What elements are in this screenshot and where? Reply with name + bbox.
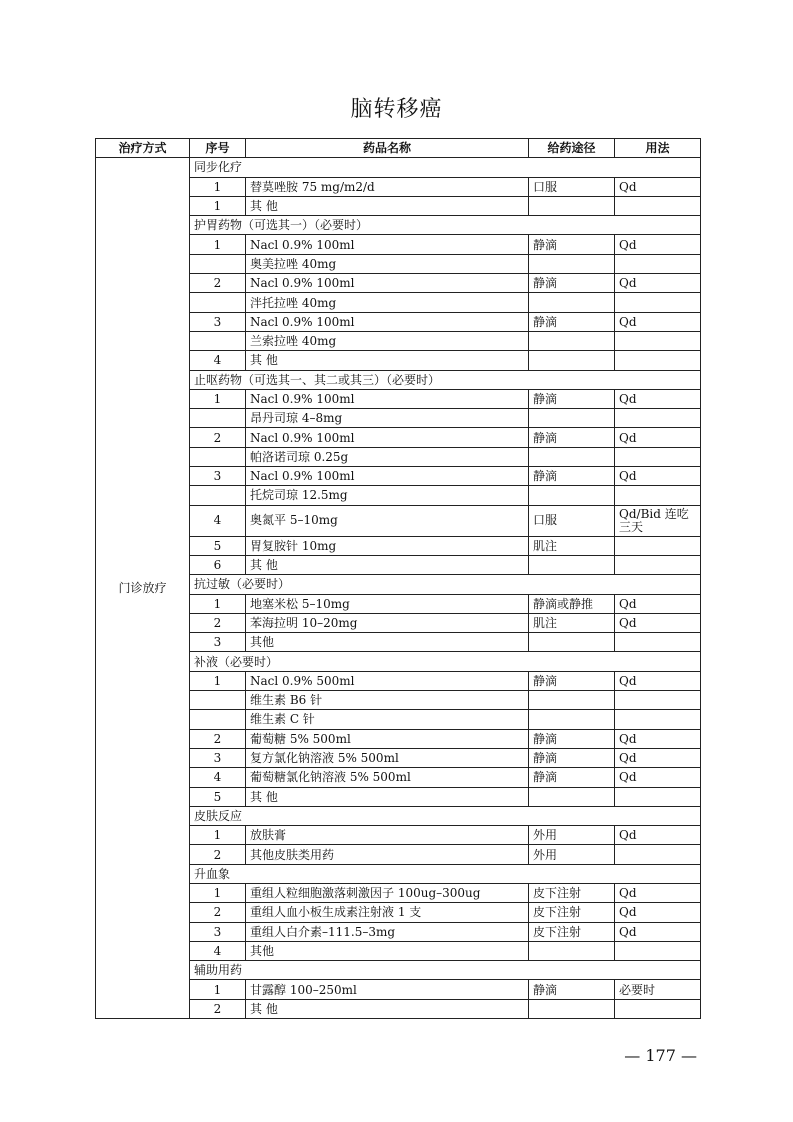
usage-cell — [615, 941, 701, 960]
route-cell: 口服 — [529, 177, 615, 196]
seq-cell — [190, 293, 246, 312]
header-drug-name: 药品名称 — [246, 139, 529, 158]
drug-name-cell: 托烷司琼 12.5mg — [246, 486, 529, 505]
usage-cell: Qd/Bid 连吃三天 — [615, 505, 701, 536]
seq-cell: 2 — [190, 428, 246, 447]
seq-cell: 2 — [190, 613, 246, 632]
seq-cell: 3 — [190, 312, 246, 331]
route-cell — [529, 941, 615, 960]
seq-cell: 4 — [190, 351, 246, 370]
drug-name-cell: 泮托拉唑 40mg — [246, 293, 529, 312]
route-cell — [529, 331, 615, 350]
usage-cell: Qd — [615, 177, 701, 196]
usage-cell — [615, 536, 701, 555]
header-usage: 用法 — [615, 139, 701, 158]
drug-name-cell: 重组人血小板生成素注射液 1 支 — [246, 903, 529, 922]
route-cell: 静滴 — [529, 748, 615, 767]
route-cell — [529, 999, 615, 1018]
drug-name-cell: 甘露醇 100–250ml — [246, 980, 529, 999]
route-cell: 静滴或静推 — [529, 594, 615, 613]
route-cell: 静滴 — [529, 980, 615, 999]
drug-name-cell: 苯海拉明 10–20mg — [246, 613, 529, 632]
category-label: 护胃药物（可选其一）（必要时） — [190, 216, 701, 235]
route-cell: 静滴 — [529, 428, 615, 447]
seq-cell — [190, 447, 246, 466]
drug-name-cell: Nacl 0.9% 100ml — [246, 428, 529, 447]
drug-table — [95, 138, 701, 1019]
seq-cell: 2 — [190, 274, 246, 293]
usage-cell — [615, 555, 701, 574]
page-title: 脑转移癌 — [350, 97, 443, 122]
usage-cell: 必要时 — [615, 980, 701, 999]
category-label: 同步化疗 — [190, 158, 701, 177]
route-cell — [529, 633, 615, 652]
page-number: — 177 — — [624, 1046, 697, 1065]
route-cell — [529, 691, 615, 710]
category-label: 皮肤反应 — [190, 806, 701, 825]
route-cell: 静滴 — [529, 671, 615, 690]
route-cell: 外用 — [529, 845, 615, 864]
route-cell — [529, 351, 615, 370]
drug-name-cell: 其 他 — [246, 787, 529, 806]
category-label: 止呕药物（可选其一、其二或其三）（必要时） — [190, 370, 701, 389]
drug-name-cell: 地塞米松 5–10mg — [246, 594, 529, 613]
route-cell: 外用 — [529, 826, 615, 845]
seq-cell: 3 — [190, 922, 246, 941]
drug-name-cell: 其 他 — [246, 555, 529, 574]
usage-cell — [615, 351, 701, 370]
drug-name-cell: 放肤膏 — [246, 826, 529, 845]
usage-cell — [615, 447, 701, 466]
seq-cell: 4 — [190, 941, 246, 960]
usage-cell: Qd — [615, 428, 701, 447]
drug-name-cell: 其他 — [246, 941, 529, 960]
usage-cell: Qd — [615, 274, 701, 293]
header-treatment-mode: 治疗方式 — [96, 139, 190, 158]
usage-cell: Qd — [615, 671, 701, 690]
seq-cell: 1 — [190, 980, 246, 999]
seq-cell: 1 — [190, 883, 246, 902]
category-label: 升血象 — [190, 864, 701, 883]
usage-cell — [615, 845, 701, 864]
drug-name-cell: Nacl 0.9% 100ml — [246, 312, 529, 331]
usage-cell: Qd — [615, 922, 701, 941]
usage-cell — [615, 254, 701, 273]
drug-name-cell: 其 他 — [246, 999, 529, 1018]
drug-name-cell: 昂丹司琼 4–8mg — [246, 409, 529, 428]
usage-cell: Qd — [615, 389, 701, 408]
usage-cell — [615, 293, 701, 312]
route-cell: 静滴 — [529, 467, 615, 486]
drug-name-cell: 复方氯化钠溶液 5% 500ml — [246, 748, 529, 767]
category-label: 抗过敏（必要时） — [190, 575, 701, 594]
usage-cell — [615, 196, 701, 215]
usage-cell — [615, 787, 701, 806]
route-cell — [529, 447, 615, 466]
route-cell — [529, 710, 615, 729]
route-cell: 静滴 — [529, 274, 615, 293]
seq-cell: 5 — [190, 536, 246, 555]
seq-cell — [190, 409, 246, 428]
header-seq: 序号 — [190, 139, 246, 158]
drug-name-cell: 兰索拉唑 40mg — [246, 331, 529, 350]
route-cell: 肌注 — [529, 536, 615, 555]
seq-cell: 4 — [190, 768, 246, 787]
header-route: 给药途径 — [529, 139, 615, 158]
category-label: 补液（必要时） — [190, 652, 701, 671]
drug-name-cell: 重组人白介素–111.5–3mg — [246, 922, 529, 941]
seq-cell: 3 — [190, 748, 246, 767]
drug-name-cell: Nacl 0.9% 100ml — [246, 235, 529, 254]
drug-name-cell: Nacl 0.9% 100ml — [246, 389, 529, 408]
route-cell — [529, 787, 615, 806]
seq-cell: 1 — [190, 594, 246, 613]
seq-cell: 3 — [190, 633, 246, 652]
drug-name-cell: 维生素 C 针 — [246, 710, 529, 729]
route-cell — [529, 486, 615, 505]
drug-name-cell: 其他 — [246, 633, 529, 652]
usage-cell: Qd — [615, 613, 701, 632]
drug-name-cell: 奥氮平 5–10mg — [246, 505, 529, 536]
seq-cell: 2 — [190, 729, 246, 748]
route-cell: 静滴 — [529, 312, 615, 331]
usage-cell: Qd — [615, 768, 701, 787]
seq-cell: 2 — [190, 845, 246, 864]
drug-name-cell: 葡萄糖 5% 500ml — [246, 729, 529, 748]
route-cell — [529, 409, 615, 428]
category-label: 辅助用药 — [190, 961, 701, 980]
table-body — [96, 158, 701, 1019]
seq-cell — [190, 331, 246, 350]
drug-name-cell: Nacl 0.9% 100ml — [246, 467, 529, 486]
drug-name-cell: 葡萄糖氯化钠溶液 5% 500ml — [246, 768, 529, 787]
drug-name-cell: 奥美拉唑 40mg — [246, 254, 529, 273]
route-cell: 皮下注射 — [529, 903, 615, 922]
route-cell: 口服 — [529, 505, 615, 536]
drug-name-cell: 重组人粒细胞激落刺激因子 100ug–300ug — [246, 883, 529, 902]
usage-cell: Qd — [615, 235, 701, 254]
route-cell: 皮下注射 — [529, 883, 615, 902]
seq-cell — [190, 710, 246, 729]
seq-cell: 1 — [190, 196, 246, 215]
usage-cell: Qd — [615, 748, 701, 767]
seq-cell: 4 — [190, 505, 246, 536]
seq-cell: 3 — [190, 467, 246, 486]
drug-name-cell: Nacl 0.9% 100ml — [246, 274, 529, 293]
drug-name-cell: 维生素 B6 针 — [246, 691, 529, 710]
drug-name-cell: Nacl 0.9% 500ml — [246, 671, 529, 690]
category-row — [96, 158, 701, 177]
route-cell — [529, 196, 615, 215]
usage-cell: Qd — [615, 594, 701, 613]
route-cell: 静滴 — [529, 235, 615, 254]
seq-cell: 1 — [190, 389, 246, 408]
route-cell — [529, 555, 615, 574]
usage-cell: Qd — [615, 883, 701, 902]
route-cell: 静滴 — [529, 768, 615, 787]
usage-cell — [615, 331, 701, 350]
usage-cell: Qd — [615, 729, 701, 748]
drug-name-cell: 帕洛诺司琼 0.25g — [246, 447, 529, 466]
route-cell: 肌注 — [529, 613, 615, 632]
seq-cell: 2 — [190, 903, 246, 922]
seq-cell: 6 — [190, 555, 246, 574]
drug-name-cell: 其 他 — [246, 351, 529, 370]
seq-cell — [190, 691, 246, 710]
seq-cell: 5 — [190, 787, 246, 806]
treatment-mode-cell: 门诊放疗 — [96, 158, 190, 1019]
seq-cell: 1 — [190, 826, 246, 845]
drug-name-cell: 其 他 — [246, 196, 529, 215]
seq-cell: 1 — [190, 671, 246, 690]
route-cell — [529, 254, 615, 273]
usage-cell — [615, 691, 701, 710]
usage-cell — [615, 409, 701, 428]
usage-cell: Qd — [615, 826, 701, 845]
drug-name-cell: 胃复胺针 10mg — [246, 536, 529, 555]
usage-cell: Qd — [615, 467, 701, 486]
usage-cell: Qd — [615, 903, 701, 922]
usage-cell — [615, 633, 701, 652]
route-cell: 静滴 — [529, 389, 615, 408]
usage-cell — [615, 999, 701, 1018]
table-header-row — [96, 139, 701, 158]
usage-cell — [615, 710, 701, 729]
route-cell: 皮下注射 — [529, 922, 615, 941]
route-cell — [529, 293, 615, 312]
seq-cell: 1 — [190, 177, 246, 196]
seq-cell: 2 — [190, 999, 246, 1018]
seq-cell — [190, 254, 246, 273]
route-cell: 静滴 — [529, 729, 615, 748]
usage-cell — [615, 486, 701, 505]
seq-cell: 1 — [190, 235, 246, 254]
drug-name-cell: 其他皮肤类用药 — [246, 845, 529, 864]
seq-cell — [190, 486, 246, 505]
drug-name-cell: 替莫唑胺 75 mg/m2/d — [246, 177, 529, 196]
usage-cell: Qd — [615, 312, 701, 331]
